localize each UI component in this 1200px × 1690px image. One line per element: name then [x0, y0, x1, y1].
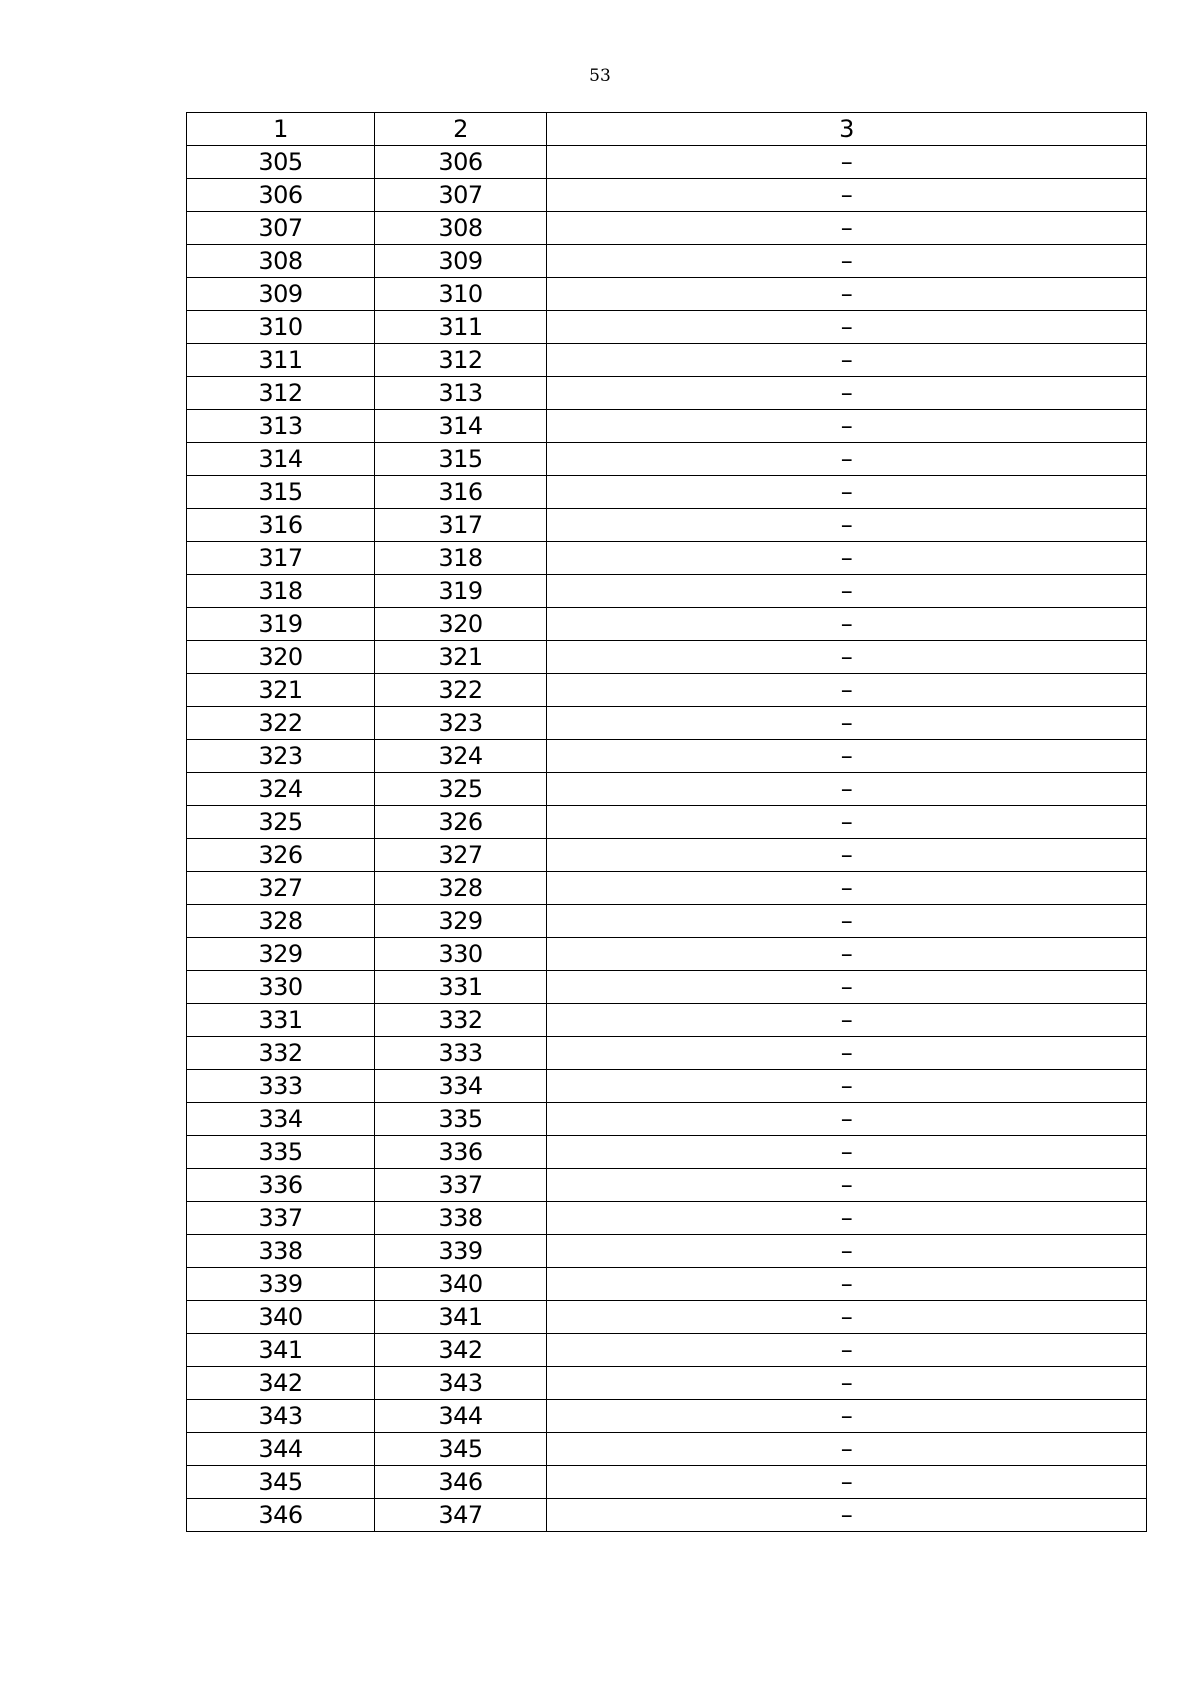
table-row [187, 245, 1147, 278]
table-cell-col-1: 343 [187, 1400, 375, 1433]
table-cell-col-3: – [547, 872, 1147, 905]
data-table-container [186, 112, 1146, 1532]
table-row [187, 971, 1147, 1004]
table-cell-col-2: 342 [375, 1334, 547, 1367]
table-row [187, 674, 1147, 707]
table-cell-col-3: – [547, 938, 1147, 971]
table-cell-col-2: 328 [375, 872, 547, 905]
table-cell-col-3: – [547, 1466, 1147, 1499]
table-cell-col-1: 314 [187, 443, 375, 476]
table-row [187, 179, 1147, 212]
table-cell-col-1: 336 [187, 1169, 375, 1202]
table-cell-col-1: 315 [187, 476, 375, 509]
table-cell-col-2: 311 [375, 311, 547, 344]
table-row [187, 1202, 1147, 1235]
table-row [187, 938, 1147, 971]
table-row [187, 1136, 1147, 1169]
table-cell-col-2: 324 [375, 740, 547, 773]
table-row [187, 1301, 1147, 1334]
table-row [187, 344, 1147, 377]
table-cell-col-1: 323 [187, 740, 375, 773]
table-cell-col-3: – [547, 575, 1147, 608]
table-cell-col-1: 305 [187, 146, 375, 179]
table-cell-col-2: 329 [375, 905, 547, 938]
table-cell-col-1: 327 [187, 872, 375, 905]
table-cell-col-1: 340 [187, 1301, 375, 1334]
table-cell-col-2: 315 [375, 443, 547, 476]
table-cell-col-2: 343 [375, 1367, 547, 1400]
table-cell-col-1: 331 [187, 1004, 375, 1037]
table-cell-col-2: 340 [375, 1268, 547, 1301]
table-cell-col-1: 308 [187, 245, 375, 278]
table-cell-col-2: 325 [375, 773, 547, 806]
table-row [187, 278, 1147, 311]
table-cell-col-3: – [547, 608, 1147, 641]
table-cell-col-1: 341 [187, 1334, 375, 1367]
table-row [187, 608, 1147, 641]
table-cell-col-3: – [547, 509, 1147, 542]
table-row [187, 377, 1147, 410]
table-cell-col-1: 329 [187, 938, 375, 971]
table-cell-col-2: 307 [375, 179, 547, 212]
table-cell-col-3: – [547, 344, 1147, 377]
table-cell-col-2: 338 [375, 1202, 547, 1235]
table-cell-col-1: 320 [187, 641, 375, 674]
table-cell-col-2: 322 [375, 674, 547, 707]
table-cell-col-3: – [547, 542, 1147, 575]
table-row [187, 641, 1147, 674]
table-cell-col-3: – [547, 674, 1147, 707]
table-cell-col-1: 307 [187, 212, 375, 245]
table-row [187, 1334, 1147, 1367]
table-row [187, 839, 1147, 872]
table-cell-col-1: 317 [187, 542, 375, 575]
table-cell-col-2: 344 [375, 1400, 547, 1433]
table-cell-col-1: 325 [187, 806, 375, 839]
table-cell-col-1: 337 [187, 1202, 375, 1235]
table-cell-col-2: 306 [375, 146, 547, 179]
table-cell-col-3: – [547, 1202, 1147, 1235]
table-cell-col-3: – [547, 1004, 1147, 1037]
table-cell-col-2: 326 [375, 806, 547, 839]
table-cell-col-2: 337 [375, 1169, 547, 1202]
table-cell-col-1: 312 [187, 377, 375, 410]
table-row [187, 1400, 1147, 1433]
table-cell-col-3: – [547, 212, 1147, 245]
table-row [187, 1433, 1147, 1466]
table-cell-col-1: 310 [187, 311, 375, 344]
table-cell-col-3: – [547, 1400, 1147, 1433]
table-cell-col-1: 324 [187, 773, 375, 806]
table-header-row [187, 113, 1147, 146]
table-cell-col-1: 309 [187, 278, 375, 311]
table-row [187, 575, 1147, 608]
table-row [187, 872, 1147, 905]
table-row [187, 707, 1147, 740]
table-row [187, 1004, 1147, 1037]
table-row [187, 212, 1147, 245]
table-cell-col-3: – [547, 1499, 1147, 1532]
table-cell-col-1: 339 [187, 1268, 375, 1301]
table-row [187, 806, 1147, 839]
table-cell-col-2: 318 [375, 542, 547, 575]
table-cell-col-2: 319 [375, 575, 547, 608]
table-cell-col-2: 323 [375, 707, 547, 740]
table-cell-col-2: 335 [375, 1103, 547, 1136]
table-cell-col-1: 346 [187, 1499, 375, 1532]
table-cell-col-1: 330 [187, 971, 375, 1004]
table-cell-col-3: – [547, 377, 1147, 410]
table-row [187, 146, 1147, 179]
page-number: 53 [589, 66, 611, 86]
table-cell-col-3: – [547, 146, 1147, 179]
table-cell-col-3: – [547, 476, 1147, 509]
table-row [187, 1499, 1147, 1532]
header-cell-1: 1 [187, 113, 375, 146]
table-cell-col-1: 316 [187, 509, 375, 542]
table-row [187, 740, 1147, 773]
table-cell-col-1: 326 [187, 839, 375, 872]
table-cell-col-3: – [547, 1037, 1147, 1070]
table-cell-col-2: 332 [375, 1004, 547, 1037]
table-cell-col-2: 316 [375, 476, 547, 509]
table-cell-col-3: – [547, 773, 1147, 806]
table-cell-col-2: 317 [375, 509, 547, 542]
table-cell-col-1: 332 [187, 1037, 375, 1070]
table-cell-col-1: 311 [187, 344, 375, 377]
table-cell-col-3: – [547, 806, 1147, 839]
table-row [187, 1235, 1147, 1268]
table-cell-col-3: – [547, 740, 1147, 773]
table-cell-col-2: 309 [375, 245, 547, 278]
table-cell-col-3: – [547, 1235, 1147, 1268]
table-cell-col-3: – [547, 311, 1147, 344]
table-cell-col-3: – [547, 971, 1147, 1004]
table-row [187, 1367, 1147, 1400]
table-cell-col-2: 327 [375, 839, 547, 872]
table-cell-col-3: – [547, 179, 1147, 212]
table-cell-col-1: 345 [187, 1466, 375, 1499]
table-cell-col-3: – [547, 641, 1147, 674]
table-cell-col-2: 314 [375, 410, 547, 443]
table-row [187, 1268, 1147, 1301]
table-row [187, 443, 1147, 476]
table-cell-col-2: 312 [375, 344, 547, 377]
table-cell-col-1: 338 [187, 1235, 375, 1268]
table-cell-col-2: 345 [375, 1433, 547, 1466]
table-cell-col-2: 313 [375, 377, 547, 410]
table-cell-col-3: – [547, 707, 1147, 740]
header-cell-3: 3 [547, 113, 1147, 146]
table-cell-col-3: – [547, 1169, 1147, 1202]
table-cell-col-1: 306 [187, 179, 375, 212]
table-cell-col-3: – [547, 1334, 1147, 1367]
table-cell-col-2: 346 [375, 1466, 547, 1499]
table-row [187, 1103, 1147, 1136]
table-row [187, 311, 1147, 344]
table-row [187, 410, 1147, 443]
table-cell-col-3: – [547, 245, 1147, 278]
table-cell-col-3: – [547, 1268, 1147, 1301]
table-cell-col-1: 319 [187, 608, 375, 641]
table-cell-col-3: – [547, 443, 1147, 476]
table-cell-col-1: 313 [187, 410, 375, 443]
table-cell-col-2: 333 [375, 1037, 547, 1070]
table-cell-col-2: 330 [375, 938, 547, 971]
table-cell-col-3: – [547, 1301, 1147, 1334]
table-row [187, 905, 1147, 938]
table-row [187, 1169, 1147, 1202]
table-cell-col-1: 342 [187, 1367, 375, 1400]
table-cell-col-1: 328 [187, 905, 375, 938]
table-row [187, 476, 1147, 509]
table-row [187, 1070, 1147, 1103]
table-cell-col-1: 333 [187, 1070, 375, 1103]
data-table [186, 112, 1147, 1532]
table-cell-col-1: 344 [187, 1433, 375, 1466]
table-row [187, 509, 1147, 542]
table-cell-col-3: – [547, 1367, 1147, 1400]
table-cell-col-2: 339 [375, 1235, 547, 1268]
table-body [187, 113, 1147, 1532]
table-cell-col-3: – [547, 410, 1147, 443]
table-cell-col-2: 347 [375, 1499, 547, 1532]
table-cell-col-2: 334 [375, 1070, 547, 1103]
table-cell-col-3: – [547, 278, 1147, 311]
table-row [187, 542, 1147, 575]
table-cell-col-3: – [547, 839, 1147, 872]
header-cell-2: 2 [375, 113, 547, 146]
table-cell-col-2: 321 [375, 641, 547, 674]
table-cell-col-2: 320 [375, 608, 547, 641]
table-cell-col-2: 310 [375, 278, 547, 311]
table-cell-col-1: 335 [187, 1136, 375, 1169]
table-cell-col-3: – [547, 905, 1147, 938]
table-cell-col-3: – [547, 1136, 1147, 1169]
table-cell-col-3: – [547, 1103, 1147, 1136]
table-cell-col-1: 334 [187, 1103, 375, 1136]
table-cell-col-1: 322 [187, 707, 375, 740]
table-cell-col-1: 321 [187, 674, 375, 707]
table-row [187, 1037, 1147, 1070]
table-cell-col-2: 336 [375, 1136, 547, 1169]
table-row [187, 773, 1147, 806]
table-cell-col-3: – [547, 1070, 1147, 1103]
table-cell-col-2: 341 [375, 1301, 547, 1334]
table-cell-col-2: 308 [375, 212, 547, 245]
table-cell-col-1: 318 [187, 575, 375, 608]
table-cell-col-3: – [547, 1433, 1147, 1466]
table-cell-col-2: 331 [375, 971, 547, 1004]
table-row [187, 1466, 1147, 1499]
